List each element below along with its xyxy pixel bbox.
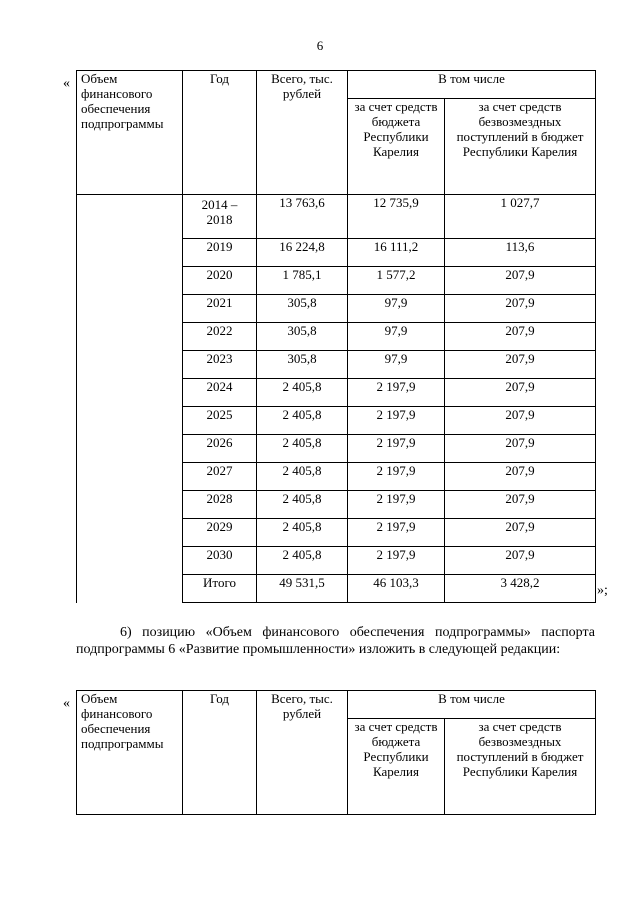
total-cell: 305,8 [257, 295, 348, 323]
table-row [77, 575, 596, 603]
gratis-cell: 207,9 [445, 407, 596, 435]
year-cell: 2019 [183, 239, 257, 267]
amendment-paragraph: 6) позицию «Объем финансового обеспечения подпрограммы» паспорта подпрограммы 6 «Развитие промышленности» изложить в следующей редакции: [76, 625, 595, 657]
header-budget: за счет средств бюджета Республики Карелия [348, 99, 445, 195]
budget-cell: 2 197,9 [348, 519, 445, 547]
table-row [77, 351, 596, 379]
year-cell: 2028 [183, 491, 257, 519]
total-cell: 305,8 [257, 323, 348, 351]
table-row [77, 323, 596, 351]
header-total: Всего, тыс. рублей [257, 691, 348, 815]
label-spacer [77, 295, 183, 323]
year-cell: Итого [183, 575, 257, 603]
label-spacer [77, 267, 183, 295]
table-row [77, 379, 596, 407]
budget-cell: 97,9 [348, 351, 445, 379]
total-cell: 49 531,5 [257, 575, 348, 603]
label-spacer [77, 491, 183, 519]
total-cell: 16 224,8 [257, 239, 348, 267]
year-cell: 2022 [183, 323, 257, 351]
header-budget: за счет средств бюджета Республики Карелия [348, 719, 445, 815]
gratis-cell: 113,6 [445, 239, 596, 267]
header-year: Год [183, 691, 257, 815]
label-spacer [77, 195, 183, 239]
budget-cell: 2 197,9 [348, 463, 445, 491]
label-spacer [77, 351, 183, 379]
table-row [77, 195, 596, 239]
total-cell: 2 405,8 [257, 379, 348, 407]
budget-cell: 16 111,2 [348, 239, 445, 267]
table-row [77, 519, 596, 547]
label-spacer [77, 379, 183, 407]
header-gratis: за счет средств безвозмездных поступлений в бюджет Республики Карелия [445, 719, 596, 815]
quote-open-2: « [63, 696, 70, 711]
table-row [77, 407, 596, 435]
gratis-cell: 207,9 [445, 351, 596, 379]
total-cell: 2 405,8 [257, 491, 348, 519]
gratis-cell: 207,9 [445, 323, 596, 351]
table-row [77, 463, 596, 491]
total-cell: 2 405,8 [257, 463, 348, 491]
financing-table-2 [76, 690, 596, 815]
gratis-cell: 207,9 [445, 295, 596, 323]
budget-cell: 1 577,2 [348, 267, 445, 295]
year-cell: 2026 [183, 435, 257, 463]
year-cell: 2027 [183, 463, 257, 491]
table-row [77, 491, 596, 519]
gratis-cell: 207,9 [445, 491, 596, 519]
header-year: Год [183, 71, 257, 195]
budget-cell: 2 197,9 [348, 435, 445, 463]
header-gratis: за счет средств безвозмездных поступлений в бюджет Республики Карелия [445, 99, 596, 195]
year-cell: 2021 [183, 295, 257, 323]
gratis-cell: 207,9 [445, 267, 596, 295]
header-total: Всего, тыс. рублей [257, 71, 348, 195]
label-spacer [77, 575, 183, 603]
year-cell: 2030 [183, 547, 257, 575]
label-spacer [77, 323, 183, 351]
year-cell: 2023 [183, 351, 257, 379]
table-row [77, 435, 596, 463]
page-number: 6 [316, 38, 324, 53]
total-cell: 2 405,8 [257, 547, 348, 575]
year-cell: 2024 [183, 379, 257, 407]
label-spacer [77, 547, 183, 575]
total-cell: 13 763,6 [257, 195, 348, 239]
gratis-cell: 207,9 [445, 379, 596, 407]
budget-cell: 97,9 [348, 295, 445, 323]
label-spacer [77, 463, 183, 491]
label-cell: Объем финансового обеспечения подпрограммы [77, 691, 183, 815]
table-row [77, 547, 596, 575]
total-cell: 2 405,8 [257, 435, 348, 463]
table-row [77, 239, 596, 267]
budget-cell: 97,9 [348, 323, 445, 351]
budget-cell: 2 197,9 [348, 407, 445, 435]
total-cell: 2 405,8 [257, 407, 348, 435]
label-spacer [77, 407, 183, 435]
total-cell: 305,8 [257, 351, 348, 379]
budget-cell: 2 197,9 [348, 491, 445, 519]
label-spacer [77, 239, 183, 267]
gratis-cell: 207,9 [445, 435, 596, 463]
budget-cell: 12 735,9 [348, 195, 445, 239]
budget-cell: 46 103,3 [348, 575, 445, 603]
header-including: В том числе [348, 71, 596, 99]
gratis-cell: 3 428,2 [445, 575, 596, 603]
gratis-cell: 1 027,7 [445, 195, 596, 239]
total-cell: 1 785,1 [257, 267, 348, 295]
table-row [77, 267, 596, 295]
header-including: В том числе [348, 691, 596, 719]
year-cell: 2029 [183, 519, 257, 547]
label-cell: Объем финансового обеспечения подпрограммы [77, 71, 183, 195]
year-cell: 2025 [183, 407, 257, 435]
financing-table-1 [76, 70, 596, 603]
table-row [77, 295, 596, 323]
quote-open-1: « [63, 76, 70, 91]
label-spacer [77, 435, 183, 463]
label-spacer [77, 519, 183, 547]
gratis-cell: 207,9 [445, 463, 596, 491]
quote-close-1: »; [597, 583, 608, 598]
year-cell: 2014 – 2018 [183, 195, 257, 239]
gratis-cell: 207,9 [445, 519, 596, 547]
year-cell: 2020 [183, 267, 257, 295]
budget-cell: 2 197,9 [348, 379, 445, 407]
total-cell: 2 405,8 [257, 519, 348, 547]
gratis-cell: 207,9 [445, 547, 596, 575]
budget-cell: 2 197,9 [348, 547, 445, 575]
